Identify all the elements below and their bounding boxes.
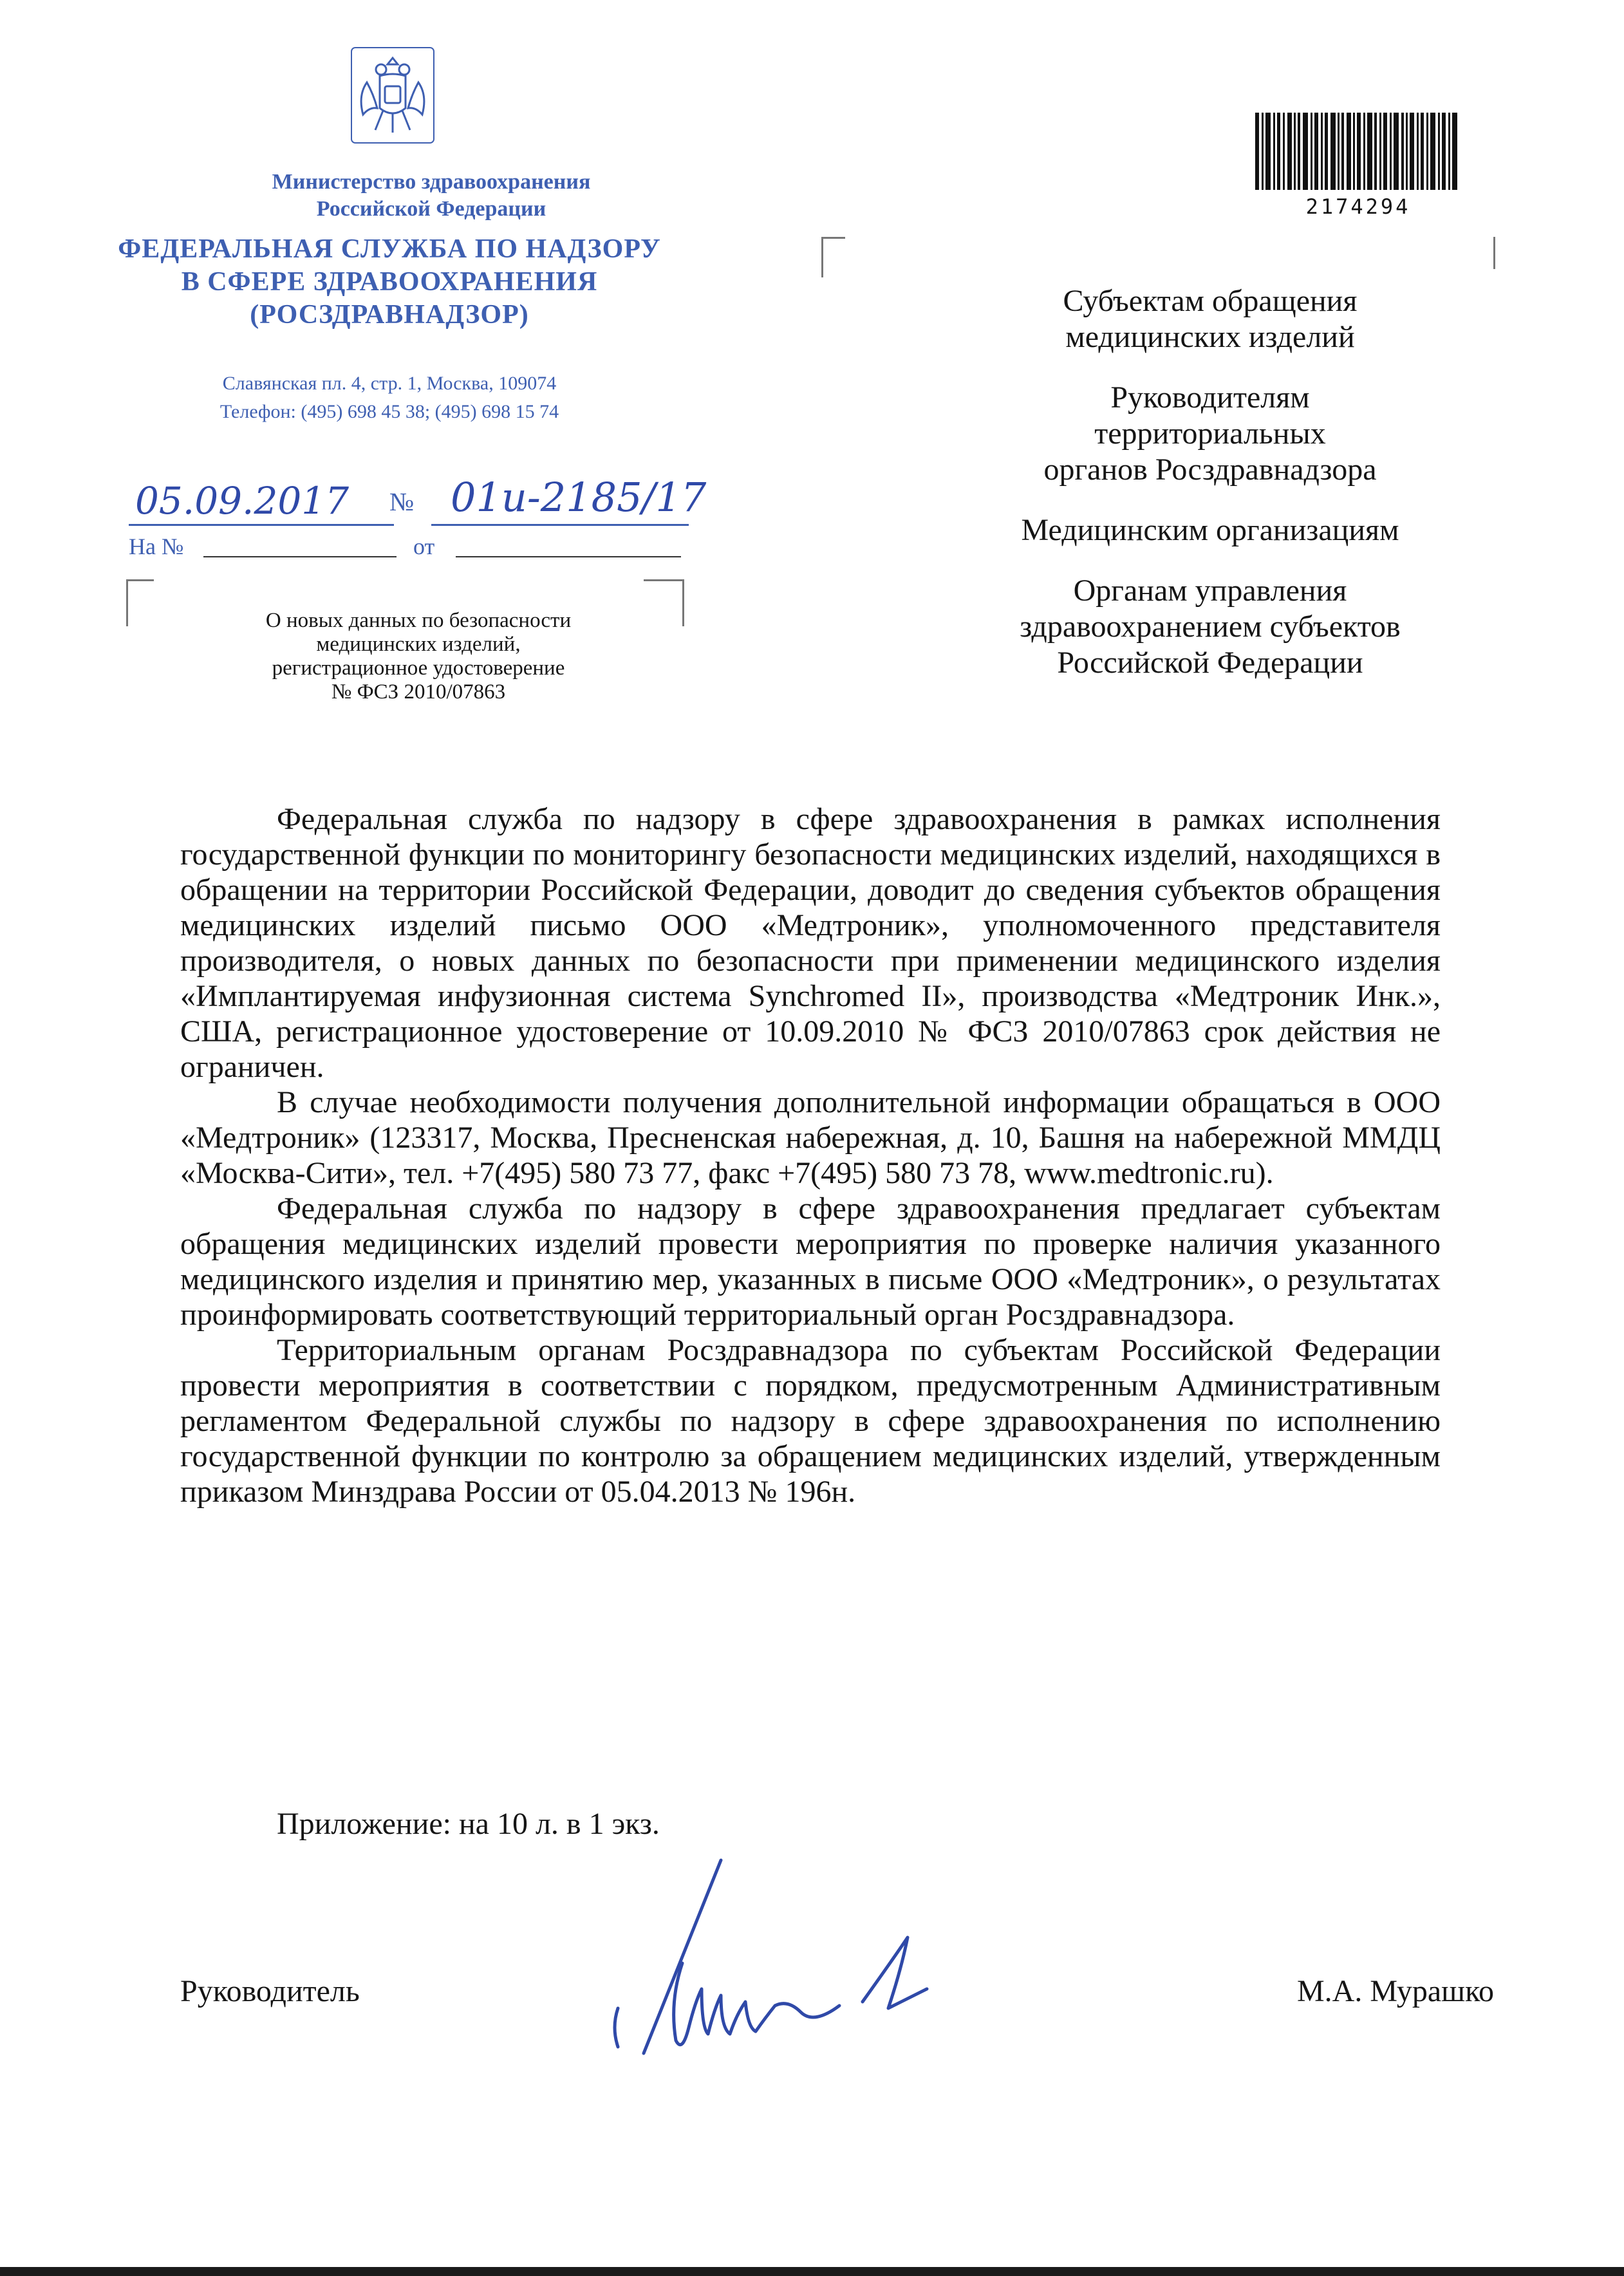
topic-line-2: медицинских изделий, xyxy=(316,633,521,656)
letter-body xyxy=(180,801,1441,1509)
addressee-group xyxy=(927,283,1493,355)
addressee-line: органов Росздравнадзора xyxy=(1043,452,1377,487)
reference-number-blank xyxy=(203,556,397,557)
page-bottom-edge xyxy=(0,2267,1624,2276)
handwritten-signature xyxy=(605,1841,1004,2085)
outgoing-number: 01и-2185/17 xyxy=(451,474,707,521)
barcode xyxy=(1255,113,1461,193)
service-phone: Телефон: (495) 698 45 38; (495) 698 15 74 xyxy=(219,401,559,422)
addressee-line: Субъектам обращения xyxy=(1063,284,1358,318)
addressee-group xyxy=(927,573,1493,681)
reference-line xyxy=(129,533,682,565)
body-paragraph-2: В случае необходимости получения дополнительной информации обращаться в ООО «Медтроник» (123317, Москва, Пресненская набережная, д. 10, Башня на набережной ММДЦ «Москва-Сити», тел. +7(495) 580 73 77, факс +7(495) 580 73 78, www.medtronic.ru). xyxy=(180,1085,1441,1190)
addressee-line: Российской Федерации xyxy=(1057,646,1363,680)
addressee-line: территориальных xyxy=(1094,416,1326,451)
reference-label: На № xyxy=(129,534,184,559)
topic-corner-left xyxy=(126,579,154,626)
barcode-number: 2174294 xyxy=(1305,194,1411,219)
addressee-group xyxy=(927,380,1493,488)
addressee-corner-right xyxy=(1480,237,1495,269)
service-address: Славянская пл. 4, стр. 1, Москва, 109074 xyxy=(222,373,557,394)
coat-of-arms-emblem xyxy=(348,44,438,147)
service-line-3: (РОСЗДРАВНАДЗОР) xyxy=(250,300,529,330)
number-label: № xyxy=(389,487,415,516)
date-underline xyxy=(129,524,394,526)
body-paragraph-4: Территориальным органам Росздравнадзора по субъектам Российской Федерации провести мероприятия в соответствии с порядком, предусмотренным Административным регламентом Федеральной службы по надзору в сфере здравоохранения по исполнению государственной функции по контролю за обращением медицинских изделий, утвержденным приказом Минздрава России от 05.04.2013 № 196н. xyxy=(180,1333,1441,1509)
body-paragraph-3: Федеральная служба по надзору в сфере здравоохранения предлагает субъектам обращения медицинских изделий провести мероприятия по проверке наличия указанного медицинского изделия и принятию мер, указанных в письме ООО «Медтроник», о результатах проинформировать соответствующий территориальный орган Росздравнадзора. xyxy=(180,1191,1441,1332)
addressee-corner-left xyxy=(821,237,845,277)
addressee-line: медицинских изделий xyxy=(1065,320,1355,354)
ministry-name xyxy=(154,169,708,223)
reference-date-blank xyxy=(456,556,681,557)
service-contacts xyxy=(129,369,650,426)
outgoing-date: 05.09.2017 xyxy=(135,479,350,523)
attachment-note: Приложение: на 10 л. в 1 экз. xyxy=(277,1807,660,1841)
body-paragraph-1: Федеральная служба по надзору в сфере здравоохранения в рамках исполнения государственной функции по мониторингу безопасности медицинских изделий, находящихся в обращении на территории Российской Федерации, доводит до сведения субъектов обращения медицинских изделий письмо ООО «Медтроник», уполномоченного представителя производителя, о новых данных по безопасности при применении медицинского изделия «Имплантируемая инфузионная система Synchromed II», производства «Медтроник Инк.», США, регистрационное удостоверение от 10.09.2010 № ФСЗ 2010/07863 срок действия не ограничен. xyxy=(180,802,1441,1084)
addressee-line: Органам управления xyxy=(1073,574,1347,608)
outgoing-registration xyxy=(129,463,707,534)
signer-position: Руководитель xyxy=(180,1974,360,2008)
topic-line-3: регистрационное удостоверение xyxy=(272,657,565,680)
number-underline xyxy=(431,524,689,526)
topic-line-1: О новых данных по безопасности xyxy=(265,609,572,632)
service-line-1: ФЕДЕРАЛЬНАЯ СЛУЖБА ПО НАДЗОРУ xyxy=(118,234,661,264)
ministry-line-2: Российской Федерации xyxy=(316,197,546,221)
service-name xyxy=(97,233,682,331)
reference-from-label: от xyxy=(413,534,435,559)
addressee-line: Медицинским организациям xyxy=(1021,513,1399,547)
service-line-2: В СФЕРЕ ЗДРАВООХРАНЕНИЯ xyxy=(181,267,598,297)
addressee-line: Руководителям xyxy=(1110,380,1310,415)
topic-line-4: № ФСЗ 2010/07863 xyxy=(331,680,506,704)
addressee-block xyxy=(927,283,1493,705)
addressee-line: здравоохранением субъектов xyxy=(1020,610,1401,644)
ministry-line-1: Министерство здравоохранения xyxy=(272,170,591,194)
letter-topic xyxy=(174,609,663,704)
addressee-group xyxy=(927,512,1493,548)
signer-name: М.А. Мурашко xyxy=(1297,1974,1494,2008)
